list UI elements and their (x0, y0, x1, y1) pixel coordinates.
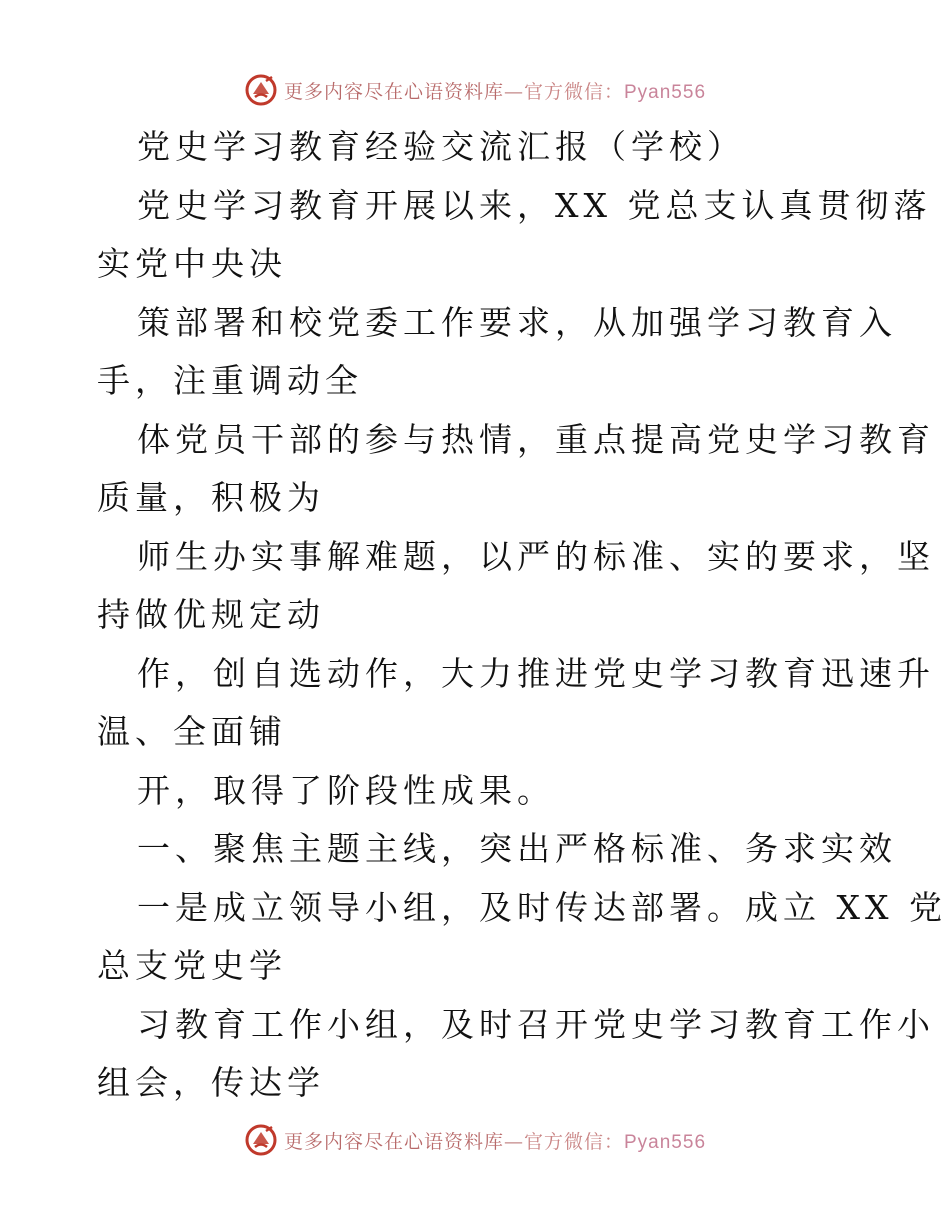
paragraph-line: 开，取得了阶段性成果。 (137, 770, 555, 810)
footer-dash: — (503, 1130, 524, 1153)
paragraph-line: 策部署和校党委工作要求，从加强学习教育入 (137, 302, 897, 342)
paragraph-line: 手，注重调动全 (97, 361, 363, 400)
paragraph-line: 组会，传达学 (97, 1063, 325, 1102)
paragraph-line: 一是成立领导小组，及时传达部署。成立 XX 党 (137, 887, 947, 927)
header-banner (0, 70, 950, 110)
header-banner-text (284, 77, 706, 104)
book-logo-icon (244, 73, 278, 107)
footer-wechat-label: 官方微信： (523, 1130, 624, 1153)
header-wechat-account: Pyan556 (624, 81, 707, 103)
header-promo-text: 更多内容尽在心语资料库 (283, 80, 504, 103)
paragraph-line: 持做优规定动 (97, 595, 325, 634)
paragraph-line: 习教育工作小组，及时召开党史学习教育工作小 (137, 1004, 935, 1044)
header-wechat-label: 官方微信： (523, 80, 624, 103)
footer-wechat-account: Pyan556 (624, 1131, 707, 1153)
paragraph-line: 党史学习教育开展以来，XX 党总支认真贯彻落 (137, 185, 932, 225)
paragraph-line: 总支党史学 (97, 946, 287, 985)
footer-banner (0, 1120, 950, 1160)
paragraph-line: 温、全面铺 (97, 712, 287, 751)
header-dash: — (503, 80, 524, 103)
paragraph-line: 质量，积极为 (97, 478, 325, 517)
document-body (97, 118, 947, 1113)
footer-promo-text: 更多内容尽在心语资料库 (283, 1130, 504, 1153)
footer-banner-text (284, 1127, 706, 1154)
section-heading: 一、聚焦主题主线，突出严格标准、务求实效 (137, 829, 897, 868)
paragraph-line: 作，创自选动作，大力推进党史学习教育迅速升 (137, 653, 935, 693)
paragraph-line: 体党员干部的参与热情，重点提高党史学习教育 (137, 419, 935, 459)
paragraph-line: 师生办实事解难题，以严的标准、实的要求，坚 (137, 536, 935, 576)
document-title: 党史学习教育经验交流汇报（学校） (137, 127, 745, 166)
book-logo-icon (244, 1123, 278, 1157)
paragraph-line: 实党中央决 (97, 244, 287, 283)
